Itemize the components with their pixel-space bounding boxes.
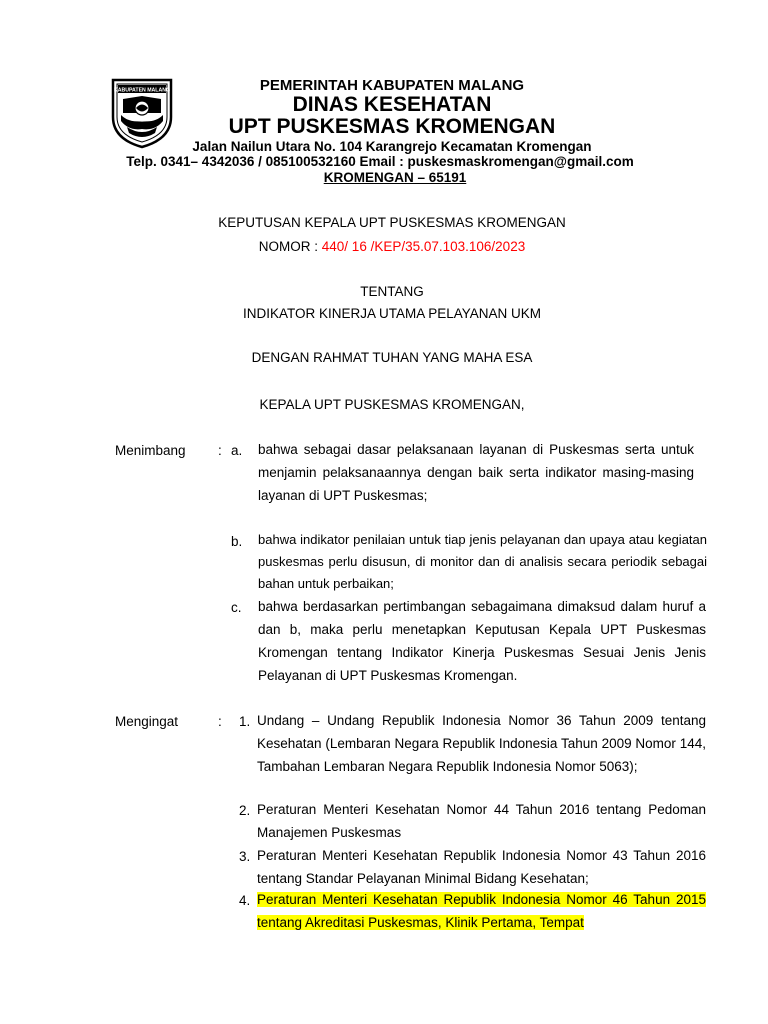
institution-name: UPT PUSKESMAS KROMENGAN bbox=[228, 115, 556, 138]
mengingat-marker-2: 2. bbox=[239, 803, 251, 818]
mengingat-marker-1: 1. bbox=[239, 714, 251, 729]
highlighted-text: Peraturan Menteri Kesehatan Republik Indonesia Nomor 46 Tahun 2015 tentang Akreditasi Puskesmas, Klinik Pertama, Tempat bbox=[257, 892, 706, 930]
decree-blessing: DENGAN RAHMAT TUHAN YANG MAHA ESA bbox=[251, 350, 533, 365]
decree-number-value: 440/ 16 /KEP/35.07.103.106/2023 bbox=[321, 239, 526, 254]
mengingat-item-3: Peraturan Menteri Kesehatan Republik Indonesia Nomor 43 Tahun 2016 tentang Standar Pelayanan Minimal Bidang Kesehatan; bbox=[257, 848, 706, 886]
menimbang-marker-c: c. bbox=[231, 600, 242, 615]
svg-text:KABUPATEN MALANG: KABUPATEN MALANG bbox=[114, 87, 170, 94]
address-line: Jalan Nailun Utara No. 104 Karangrejo Kecamatan Kromengan bbox=[192, 139, 592, 154]
decree-authority: KEPALA UPT PUSKESMAS KROMENGAN, bbox=[259, 397, 525, 412]
decree-about: TENTANG bbox=[360, 284, 424, 299]
menimbang-marker-a: a. bbox=[231, 443, 243, 458]
mengingat-item-2: Peraturan Menteri Kesehatan Nomor 44 Tahun 2016 tentang Pedoman Manajemen Puskesmas bbox=[257, 802, 706, 840]
menimbang-item-c: bahwa berdasarkan pertimbangan sebagaimana dimaksud dalam huruf a dan b, maka perlu menetapkan Keputusan Kepala UPT Puskesmas Kromengan tentang Indikator Kinerja Puskesmas Sesuai Jenis Jenis Pelayanan di UPT Puskesmas Kromengan. bbox=[258, 599, 706, 683]
contact-line: Telp. 0341– 4342036 / 085100532160 Email : puskesmaskromengan@gmail.com bbox=[126, 154, 634, 169]
menimbang-marker-b: b. bbox=[231, 534, 243, 549]
menimbang-item-a: bahwa sebagai dasar pelaksanaan layanan di Puskesmas serta untuk menjamin pelaksanaannya dengan baik serta indikator masing-masing layanan di UPT Puskesmas; bbox=[258, 442, 694, 503]
department-name: DINAS KESEHATAN bbox=[292, 93, 492, 116]
mengingat-marker-4: 4. bbox=[239, 893, 251, 908]
mengingat-label: Mengingat bbox=[115, 714, 179, 729]
postal-line bbox=[0, 170, 768, 185]
menimbang-label: Menimbang bbox=[115, 443, 186, 458]
decree-subject: INDIKATOR KINERJA UTAMA PELAYANAN UKM bbox=[242, 306, 542, 321]
menimbang-item-b: bahwa indikator penilaian untuk tiap jenis pelayanan dan upaya atau kegiatan puskesmas perlu disusun, di monitor dan di analisis secara periodik sebagai bahan untuk perbaikan; bbox=[258, 532, 707, 591]
menimbang-colon: : bbox=[218, 443, 222, 458]
mengingat-item-1: Undang – Undang Republik Indonesia Nomor 36 Tahun 2009 tentang Kesehatan (Lembaran Negara Republik Indonesia Tahun 2009 Nomor 144, Tambahan Lembaran Negara Republik Indonesia Nomor 5063); bbox=[257, 713, 706, 774]
mengingat-colon: : bbox=[218, 714, 222, 729]
decree-number bbox=[0, 239, 768, 254]
decree-title: KEPUTUSAN KEPALA UPT PUSKESMAS KROMENGAN bbox=[218, 215, 566, 230]
decree-number-label: NOMOR : bbox=[258, 239, 322, 254]
mengingat-marker-3: 3. bbox=[239, 849, 251, 864]
postal-text: KROMENGAN – 65191 bbox=[323, 170, 467, 185]
mengingat-item-4 bbox=[257, 888, 706, 934]
government-name: PEMERINTAH KABUPATEN MALANG bbox=[259, 77, 525, 94]
